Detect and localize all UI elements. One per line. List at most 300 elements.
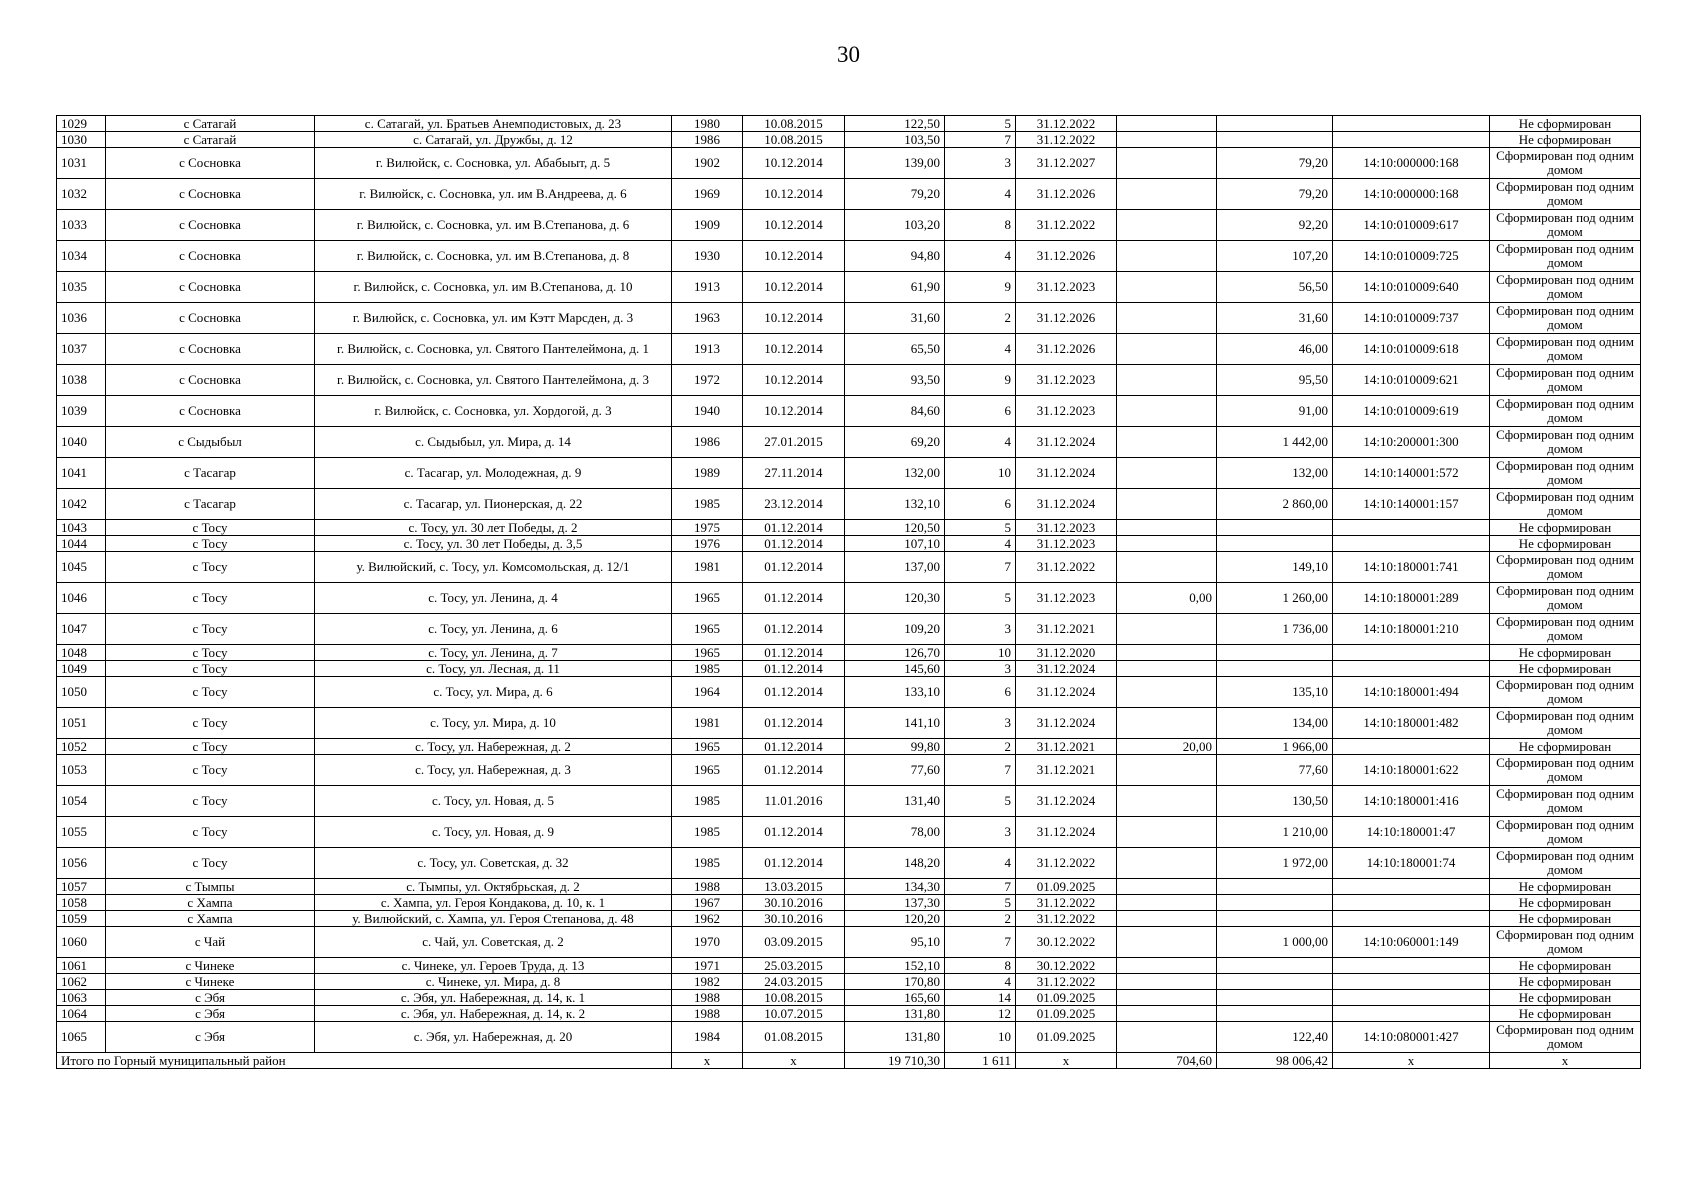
cell-recognition-date: 01.12.2014	[743, 520, 845, 536]
cell-land-status: Не сформирован	[1490, 879, 1641, 895]
cell-area: 137,00	[845, 552, 945, 583]
cell-residents: 14	[945, 990, 1016, 1006]
cell-land-area: 56,50	[1217, 272, 1333, 303]
cell-cadastral-number: 14:10:180001:482	[1333, 708, 1490, 739]
cell-address: с. Хампа, ул. Героя Кондакова, д. 10, к. 1	[315, 895, 672, 911]
cell-settlement: с Сосновка	[106, 210, 315, 241]
total-cell: 704,60	[1117, 1053, 1217, 1069]
cell-recognition-date: 01.12.2014	[743, 552, 845, 583]
cell-settlement: с Тосу	[106, 708, 315, 739]
cell-land-status: Не сформирован	[1490, 958, 1641, 974]
cell-row-number: 1042	[57, 489, 106, 520]
cell-year-built: 1969	[672, 179, 743, 210]
cell-year-built: 1975	[672, 520, 743, 536]
cell-address: с. Эбя, ул. Набережная, д. 14, к. 1	[315, 990, 672, 1006]
cell-land-status: Сформирован под одним домом	[1490, 334, 1641, 365]
cell-row-number: 1052	[57, 739, 106, 755]
cell-land-status: Сформирован под одним домом	[1490, 272, 1641, 303]
cell-area-a	[1117, 879, 1217, 895]
table-row	[57, 895, 1641, 911]
cell-recognition-date: 11.01.2016	[743, 786, 845, 817]
cell-cadastral-number: 14:10:010009:621	[1333, 365, 1490, 396]
table-row	[57, 241, 1641, 272]
cell-residents: 2	[945, 739, 1016, 755]
cell-land-area	[1217, 536, 1333, 552]
cell-recognition-date: 10.07.2015	[743, 1006, 845, 1022]
table-row	[57, 1022, 1641, 1053]
cell-land-status: Сформирован под одним домом	[1490, 755, 1641, 786]
cell-address: с. Тосу, ул. Мира, д. 6	[315, 677, 672, 708]
cell-residents: 7	[945, 755, 1016, 786]
cell-cadastral-number: 14:10:060001:149	[1333, 927, 1490, 958]
cell-settlement: с Тосу	[106, 520, 315, 536]
cell-address: с. Тасагар, ул. Пионерская, д. 22	[315, 489, 672, 520]
cell-year-built: 1965	[672, 645, 743, 661]
cell-settlement: с Тымпы	[106, 879, 315, 895]
cell-area-a	[1117, 272, 1217, 303]
cell-land-status: Не сформирован	[1490, 661, 1641, 677]
cell-area: 139,00	[845, 148, 945, 179]
cell-residents: 6	[945, 489, 1016, 520]
cell-settlement: с Хампа	[106, 895, 315, 911]
cell-row-number: 1065	[57, 1022, 106, 1053]
cell-resettlement-date: 31.12.2024	[1016, 786, 1117, 817]
cell-land-area	[1217, 520, 1333, 536]
table-row	[57, 661, 1641, 677]
cell-cadastral-number	[1333, 895, 1490, 911]
table-row	[57, 583, 1641, 614]
cell-year-built: 1965	[672, 614, 743, 645]
cell-row-number: 1053	[57, 755, 106, 786]
cell-area-a	[1117, 365, 1217, 396]
cell-cadastral-number	[1333, 879, 1490, 895]
cell-area: 84,60	[845, 396, 945, 427]
cell-area-a	[1117, 116, 1217, 132]
cell-land-status: Сформирован под одним домом	[1490, 927, 1641, 958]
cell-area-a	[1117, 708, 1217, 739]
table-row	[57, 958, 1641, 974]
cell-cadastral-number	[1333, 536, 1490, 552]
cell-resettlement-date: 31.12.2026	[1016, 334, 1117, 365]
cell-area: 131,40	[845, 786, 945, 817]
cell-year-built: 1909	[672, 210, 743, 241]
cell-settlement: с Сосновка	[106, 272, 315, 303]
cell-settlement: с Сосновка	[106, 303, 315, 334]
cell-area: 145,60	[845, 661, 945, 677]
table-row	[57, 536, 1641, 552]
cell-recognition-date: 30.10.2016	[743, 911, 845, 927]
cell-row-number: 1049	[57, 661, 106, 677]
cell-resettlement-date: 31.12.2021	[1016, 739, 1117, 755]
table-row	[57, 179, 1641, 210]
cell-residents: 4	[945, 334, 1016, 365]
cell-recognition-date: 01.12.2014	[743, 848, 845, 879]
cell-area-a	[1117, 927, 1217, 958]
cell-row-number: 1036	[57, 303, 106, 334]
cell-land-area: 122,40	[1217, 1022, 1333, 1053]
cell-land-status: Сформирован под одним домом	[1490, 427, 1641, 458]
cell-resettlement-date: 31.12.2022	[1016, 911, 1117, 927]
table-row	[57, 708, 1641, 739]
total-cell: x	[1016, 1053, 1117, 1069]
cell-row-number: 1061	[57, 958, 106, 974]
cell-cadastral-number: 14:10:140001:572	[1333, 458, 1490, 489]
cell-year-built: 1971	[672, 958, 743, 974]
cell-residents: 7	[945, 132, 1016, 148]
cell-resettlement-date: 31.12.2022	[1016, 848, 1117, 879]
cell-address: г. Вилюйск, с. Сосновка, ул. им В.Степанова, д. 10	[315, 272, 672, 303]
cell-address: г. Вилюйск, с. Сосновка, ул. им В.Андреева, д. 6	[315, 179, 672, 210]
cell-resettlement-date: 31.12.2023	[1016, 396, 1117, 427]
cell-area-a	[1117, 148, 1217, 179]
cell-resettlement-date: 01.09.2025	[1016, 879, 1117, 895]
cell-area: 132,00	[845, 458, 945, 489]
cell-row-number: 1039	[57, 396, 106, 427]
cell-area-a	[1117, 817, 1217, 848]
cell-year-built: 1989	[672, 458, 743, 489]
cell-row-number: 1046	[57, 583, 106, 614]
cell-land-area: 31,60	[1217, 303, 1333, 334]
cell-residents: 10	[945, 458, 1016, 489]
cell-area-a	[1117, 786, 1217, 817]
cell-land-area: 95,50	[1217, 365, 1333, 396]
cell-settlement: с Сосновка	[106, 396, 315, 427]
cell-resettlement-date: 31.12.2023	[1016, 272, 1117, 303]
cell-cadastral-number: 14:10:180001:74	[1333, 848, 1490, 879]
cell-cadastral-number	[1333, 958, 1490, 974]
cell-recognition-date: 13.03.2015	[743, 879, 845, 895]
cell-cadastral-number: 14:10:080001:427	[1333, 1022, 1490, 1053]
cell-year-built: 1981	[672, 552, 743, 583]
cell-area-a	[1117, 427, 1217, 458]
cell-residents: 3	[945, 661, 1016, 677]
cell-address: с. Тосу, ул. Лесная, д. 11	[315, 661, 672, 677]
cell-land-area: 1 000,00	[1217, 927, 1333, 958]
page-number: 30	[837, 42, 860, 67]
cell-resettlement-date: 31.12.2023	[1016, 365, 1117, 396]
cell-land-area: 1 966,00	[1217, 739, 1333, 755]
cell-area-a	[1117, 520, 1217, 536]
cell-area: 79,20	[845, 179, 945, 210]
cell-land-status: Не сформирован	[1490, 1006, 1641, 1022]
cell-row-number: 1047	[57, 614, 106, 645]
cell-settlement: с Тосу	[106, 661, 315, 677]
cell-area-a	[1117, 990, 1217, 1006]
cell-land-area: 132,00	[1217, 458, 1333, 489]
cell-area-a	[1117, 489, 1217, 520]
cell-cadastral-number: 14:10:180001:416	[1333, 786, 1490, 817]
cell-settlement: с Сосновка	[106, 179, 315, 210]
cell-residents: 6	[945, 396, 1016, 427]
cell-cadastral-number: 14:10:180001:741	[1333, 552, 1490, 583]
cell-residents: 9	[945, 365, 1016, 396]
cell-area-a	[1117, 132, 1217, 148]
table-row	[57, 974, 1641, 990]
cell-area-a	[1117, 241, 1217, 272]
cell-address: г. Вилюйск, с. Сосновка, ул. Святого Пантелеймона, д. 3	[315, 365, 672, 396]
cell-area: 103,50	[845, 132, 945, 148]
cell-row-number: 1038	[57, 365, 106, 396]
table-row	[57, 334, 1641, 365]
cell-land-status: Не сформирован	[1490, 739, 1641, 755]
cell-area: 148,20	[845, 848, 945, 879]
cell-cadastral-number: 14:10:000000:168	[1333, 179, 1490, 210]
cell-residents: 5	[945, 520, 1016, 536]
cell-resettlement-date: 01.09.2025	[1016, 990, 1117, 1006]
cell-address: г. Вилюйск, с. Сосновка, ул. Хордогой, д. 3	[315, 396, 672, 427]
cell-area: 134,30	[845, 879, 945, 895]
cell-year-built: 1902	[672, 148, 743, 179]
cell-year-built: 1970	[672, 927, 743, 958]
cell-recognition-date: 10.12.2014	[743, 365, 845, 396]
cell-address: с. Эбя, ул. Набережная, д. 14, к. 2	[315, 1006, 672, 1022]
cell-land-area: 79,20	[1217, 179, 1333, 210]
cell-land-area: 1 260,00	[1217, 583, 1333, 614]
cell-row-number: 1032	[57, 179, 106, 210]
cell-land-status: Сформирован под одним домом	[1490, 241, 1641, 272]
cell-area: 120,20	[845, 911, 945, 927]
cell-cadastral-number: 14:10:010009:725	[1333, 241, 1490, 272]
cell-cadastral-number: 14:10:010009:640	[1333, 272, 1490, 303]
cell-area: 133,10	[845, 677, 945, 708]
cell-resettlement-date: 31.12.2022	[1016, 132, 1117, 148]
cell-land-area	[1217, 1006, 1333, 1022]
table-row	[57, 272, 1641, 303]
cell-cadastral-number: 14:10:000000:168	[1333, 148, 1490, 179]
cell-area-a: 0,00	[1117, 583, 1217, 614]
table-row	[57, 552, 1641, 583]
cell-residents: 5	[945, 895, 1016, 911]
cell-resettlement-date: 31.12.2022	[1016, 895, 1117, 911]
cell-area: 131,80	[845, 1022, 945, 1053]
cell-recognition-date: 10.12.2014	[743, 179, 845, 210]
cell-land-status: Не сформирован	[1490, 974, 1641, 990]
cell-address: с. Тымпы, ул. Октябрьская, д. 2	[315, 879, 672, 895]
cell-residents: 8	[945, 958, 1016, 974]
cell-resettlement-date: 31.12.2022	[1016, 210, 1117, 241]
cell-address: с. Сатагай, ул. Дружбы, д. 12	[315, 132, 672, 148]
cell-resettlement-date: 31.12.2024	[1016, 817, 1117, 848]
cell-area-a	[1117, 895, 1217, 911]
cell-year-built: 1964	[672, 677, 743, 708]
cell-recognition-date: 30.10.2016	[743, 895, 845, 911]
cell-cadastral-number: 14:10:010009:618	[1333, 334, 1490, 365]
cell-residents: 2	[945, 303, 1016, 334]
table-body	[57, 116, 1641, 1069]
cell-land-area	[1217, 974, 1333, 990]
cell-settlement: с Тосу	[106, 677, 315, 708]
cell-resettlement-date: 31.12.2026	[1016, 241, 1117, 272]
cell-cadastral-number	[1333, 974, 1490, 990]
cell-recognition-date: 27.01.2015	[743, 427, 845, 458]
cell-settlement: с Эбя	[106, 1006, 315, 1022]
cell-settlement: с Тосу	[106, 848, 315, 879]
cell-year-built: 1913	[672, 334, 743, 365]
cell-year-built: 1988	[672, 990, 743, 1006]
cell-recognition-date: 01.12.2014	[743, 708, 845, 739]
cell-cadastral-number	[1333, 520, 1490, 536]
cell-resettlement-date: 31.12.2022	[1016, 974, 1117, 990]
cell-year-built: 1984	[672, 1022, 743, 1053]
cell-address: с. Сатагай, ул. Братьев Анемподистовых, д. 23	[315, 116, 672, 132]
cell-settlement: с Тосу	[106, 786, 315, 817]
cell-row-number: 1058	[57, 895, 106, 911]
cell-area: 69,20	[845, 427, 945, 458]
cell-land-status: Не сформирован	[1490, 911, 1641, 927]
cell-row-number: 1034	[57, 241, 106, 272]
cell-land-status: Сформирован под одним домом	[1490, 614, 1641, 645]
cell-recognition-date: 10.12.2014	[743, 148, 845, 179]
cell-area: 95,10	[845, 927, 945, 958]
cell-year-built: 1930	[672, 241, 743, 272]
cell-land-area	[1217, 645, 1333, 661]
cell-residents: 9	[945, 272, 1016, 303]
cell-resettlement-date: 01.09.2025	[1016, 1006, 1117, 1022]
cell-resettlement-date: 31.12.2021	[1016, 614, 1117, 645]
cell-year-built: 1962	[672, 911, 743, 927]
table-row	[57, 489, 1641, 520]
cell-address: с. Тосу, ул. Новая, д. 9	[315, 817, 672, 848]
cell-area: 137,30	[845, 895, 945, 911]
cell-land-area: 107,20	[1217, 241, 1333, 272]
cell-address: с. Тасагар, ул. Молодежная, д. 9	[315, 458, 672, 489]
total-cell: 19 710,30	[845, 1053, 945, 1069]
cell-area: 93,50	[845, 365, 945, 396]
cell-year-built: 1965	[672, 583, 743, 614]
cell-year-built: 1985	[672, 817, 743, 848]
cell-row-number: 1041	[57, 458, 106, 489]
cell-land-area: 149,10	[1217, 552, 1333, 583]
table-row	[57, 614, 1641, 645]
cell-land-status: Сформирован под одним домом	[1490, 583, 1641, 614]
cell-year-built: 1982	[672, 974, 743, 990]
cell-resettlement-date: 31.12.2020	[1016, 645, 1117, 661]
cell-land-status: Сформирован под одним домом	[1490, 148, 1641, 179]
cell-row-number: 1045	[57, 552, 106, 583]
cell-residents: 10	[945, 645, 1016, 661]
table-row	[57, 148, 1641, 179]
cell-recognition-date: 24.03.2015	[743, 974, 845, 990]
cell-address: с. Эбя, ул. Набережная, д. 20	[315, 1022, 672, 1053]
cell-year-built: 1963	[672, 303, 743, 334]
cell-year-built: 1976	[672, 536, 743, 552]
cell-land-status: Сформирован под одним домом	[1490, 210, 1641, 241]
cell-resettlement-date: 31.12.2023	[1016, 520, 1117, 536]
cell-year-built: 1985	[672, 786, 743, 817]
cell-settlement: с Тосу	[106, 755, 315, 786]
cell-land-area: 91,00	[1217, 396, 1333, 427]
cell-row-number: 1030	[57, 132, 106, 148]
cell-residents: 5	[945, 786, 1016, 817]
cell-recognition-date: 10.08.2015	[743, 990, 845, 1006]
cell-address: с. Чай, ул. Советская, д. 2	[315, 927, 672, 958]
cell-recognition-date: 10.12.2014	[743, 272, 845, 303]
table-row	[57, 677, 1641, 708]
cell-cadastral-number	[1333, 1006, 1490, 1022]
cell-row-number: 1029	[57, 116, 106, 132]
table-row	[57, 645, 1641, 661]
cell-year-built: 1985	[672, 848, 743, 879]
cell-row-number: 1037	[57, 334, 106, 365]
cell-land-area: 77,60	[1217, 755, 1333, 786]
cell-row-number: 1033	[57, 210, 106, 241]
cell-cadastral-number: 14:10:010009:619	[1333, 396, 1490, 427]
cell-recognition-date: 10.08.2015	[743, 132, 845, 148]
cell-land-status: Не сформирован	[1490, 520, 1641, 536]
cell-row-number: 1063	[57, 990, 106, 1006]
cell-row-number: 1040	[57, 427, 106, 458]
cell-land-status: Сформирован под одним домом	[1490, 179, 1641, 210]
cell-resettlement-date: 31.12.2024	[1016, 427, 1117, 458]
cell-row-number: 1044	[57, 536, 106, 552]
cell-settlement: с Тасагар	[106, 489, 315, 520]
cell-residents: 10	[945, 1022, 1016, 1053]
cell-area: 122,50	[845, 116, 945, 132]
cell-recognition-date: 10.08.2015	[743, 116, 845, 132]
cell-resettlement-date: 31.12.2024	[1016, 661, 1117, 677]
cell-land-area: 1 736,00	[1217, 614, 1333, 645]
cell-address: с. Тосу, ул. Ленина, д. 7	[315, 645, 672, 661]
cell-cadastral-number: 14:10:180001:47	[1333, 817, 1490, 848]
cell-residents: 4	[945, 536, 1016, 552]
cell-cadastral-number: 14:10:010009:737	[1333, 303, 1490, 334]
cell-settlement: с Тосу	[106, 536, 315, 552]
cell-recognition-date: 01.12.2014	[743, 755, 845, 786]
cell-address: г. Вилюйск, с. Сосновка, ул. им Кэтт Марсден, д. 3	[315, 303, 672, 334]
cell-address: с. Тосу, ул. Новая, д. 5	[315, 786, 672, 817]
table-row	[57, 520, 1641, 536]
cell-area-a	[1117, 614, 1217, 645]
cell-area: 78,00	[845, 817, 945, 848]
table-row	[57, 990, 1641, 1006]
cell-settlement: с Сосновка	[106, 365, 315, 396]
table-row	[57, 879, 1641, 895]
cell-residents: 12	[945, 1006, 1016, 1022]
cell-recognition-date: 10.12.2014	[743, 334, 845, 365]
cell-land-area: 79,20	[1217, 148, 1333, 179]
cell-area-a: 20,00	[1117, 739, 1217, 755]
total-cell: x	[743, 1053, 845, 1069]
cell-settlement: с Сосновка	[106, 334, 315, 365]
cell-area-a	[1117, 552, 1217, 583]
total-cell: 1 611	[945, 1053, 1016, 1069]
cell-area-a	[1117, 848, 1217, 879]
cell-residents: 6	[945, 677, 1016, 708]
cell-land-status: Не сформирован	[1490, 536, 1641, 552]
cell-address: г. Вилюйск, с. Сосновка, ул. Абабыыт, д. 5	[315, 148, 672, 179]
cell-recognition-date: 03.09.2015	[743, 927, 845, 958]
cell-recognition-date: 01.12.2014	[743, 677, 845, 708]
cell-row-number: 1064	[57, 1006, 106, 1022]
cell-area-a	[1117, 958, 1217, 974]
cell-row-number: 1056	[57, 848, 106, 879]
total-cell: 98 006,42	[1217, 1053, 1333, 1069]
cell-land-area: 135,10	[1217, 677, 1333, 708]
cell-cadastral-number: 14:10:010009:617	[1333, 210, 1490, 241]
cell-area: 165,60	[845, 990, 945, 1006]
cell-address: г. Вилюйск, с. Сосновка, ул. им В.Степанова, д. 6	[315, 210, 672, 241]
cell-address: с. Чинеке, ул. Мира, д. 8	[315, 974, 672, 990]
cell-row-number: 1043	[57, 520, 106, 536]
cell-settlement: с Сосновка	[106, 148, 315, 179]
cell-land-area: 92,20	[1217, 210, 1333, 241]
cell-land-area	[1217, 879, 1333, 895]
table-row	[57, 458, 1641, 489]
cell-resettlement-date: 31.12.2023	[1016, 536, 1117, 552]
cell-year-built: 1967	[672, 895, 743, 911]
cell-land-status: Сформирован под одним домом	[1490, 848, 1641, 879]
cell-residents: 4	[945, 241, 1016, 272]
